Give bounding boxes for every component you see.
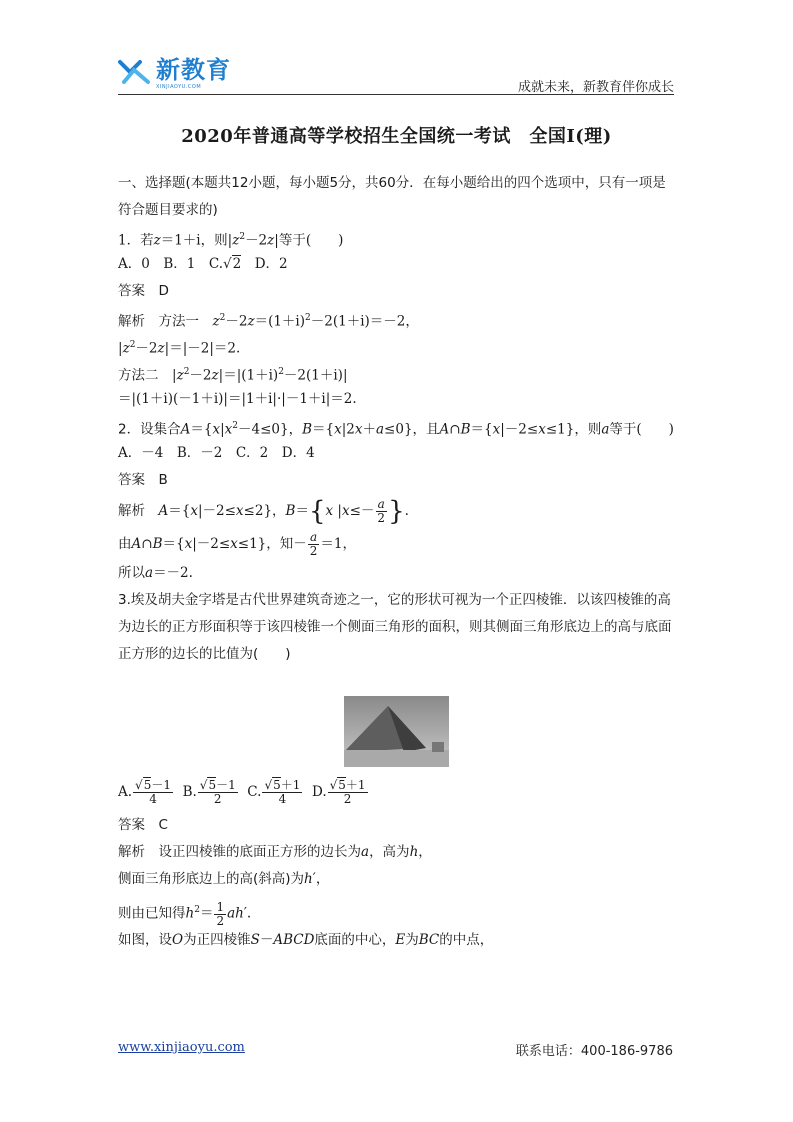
header-slogan: 成就未来，新教育伴你成长 [517,80,674,95]
q1-analysis-2: $|z^2-2z|=|-2|=2$. [118,340,241,357]
q2-analysis-2: 由A∩B＝{x|－2≤x≤1}，知－ $\frac{a}{2}$ ＝1， [118,530,357,558]
q3-stem: 3.埃及胡夫金字塔是古代世界建筑奇迹之一，它的形状可视为一个正四棱锥．以该四棱锥的高为边长的正方形面积等于该四棱锥一个侧面三角形的面积，则其侧面三角形底边上的高与底面正方形的边长的比值为( ) [118,592,672,662]
exam-title: 2020年普通高等学校招生全国统一考试 全国Ⅰ(理) [181,126,612,147]
q3-analysis-1: 解析 设正四棱锥的底面正方形的边长为a，高为h， [118,844,432,860]
exam-body [118,170,678,668]
q3-analysis-3: 则由已知得$h^2=$ $\frac{1}{2}$ ah′. [118,899,252,928]
q2-options: A．－4 B．－2 C．2 D．4 [118,445,315,461]
section-heading: 一、选择题(本题共12小题，每小题5分，共60分．在每小题给出的四个选项中，只有一项是符合题目要求的) [118,175,666,218]
q1-options: A．0 B．1 C.√2 D．2 [118,256,288,272]
q1-answer: 答案 D [118,283,169,299]
q1-analysis-3: 方法二 $|z^2-2z|=|(1+i)^2-2(1+i)|$ [118,367,348,384]
q1-analysis-4: ＝|(1＋i)(－1＋i)|＝|1＋i|·|－1＋i|＝2. [118,391,357,407]
q3-analysis-2: 侧面三角形底边上的高(斜高)为h′， [118,871,330,887]
q1-stem: 1．若z＝1＋i，则$|z^2-2z|$等于( ) [118,232,344,249]
q3-analysis-4: 如图，设O为正四棱锥S－ABCD底面的中心，E为BC的中点， [118,932,494,948]
q3-answer: 答案 C [118,817,168,833]
q3-body [118,772,678,954]
q2-analysis-3: 所以a＝－2. [118,565,193,581]
footer-website-link[interactable]: www.xinjiaoyu.com [118,1040,245,1055]
logo-mark-icon [118,56,152,86]
pyramid-image [344,696,449,767]
header-divider [118,94,674,95]
page-header [118,56,674,96]
brand-logo [118,56,231,96]
q2-answer: 答案 B [118,472,168,488]
q1-analysis-1: 解析 方法一 $z^2-2z=(1+i)^2-2(1+i)=-2$， [118,313,419,330]
brand-sub: XINJIAOYU.COM [156,84,202,90]
brand-name: 新教育 [156,56,231,84]
q3-options: A. $\frac{√5-1}{4}$ B. $\frac{√5-1}{2}$ C. $\frac{√5+1}{4}$ D. $\frac{√5+1}{2}$ [118,778,366,806]
q2-analysis-1: 解析 A＝{x|－2≤x≤2}，B＝{x |x≤－ $\frac{a}{2}$ }. [118,496,409,527]
footer-phone: 联系电话：400-186-9786 [515,1044,673,1059]
q2-stem: 2．设集合$A=\{x|x^2-4\le 0\}$，B＝{x|2x＋a≤0}，且A∩B＝{x|－2≤x≤1}，则a等于( ) [118,421,674,438]
